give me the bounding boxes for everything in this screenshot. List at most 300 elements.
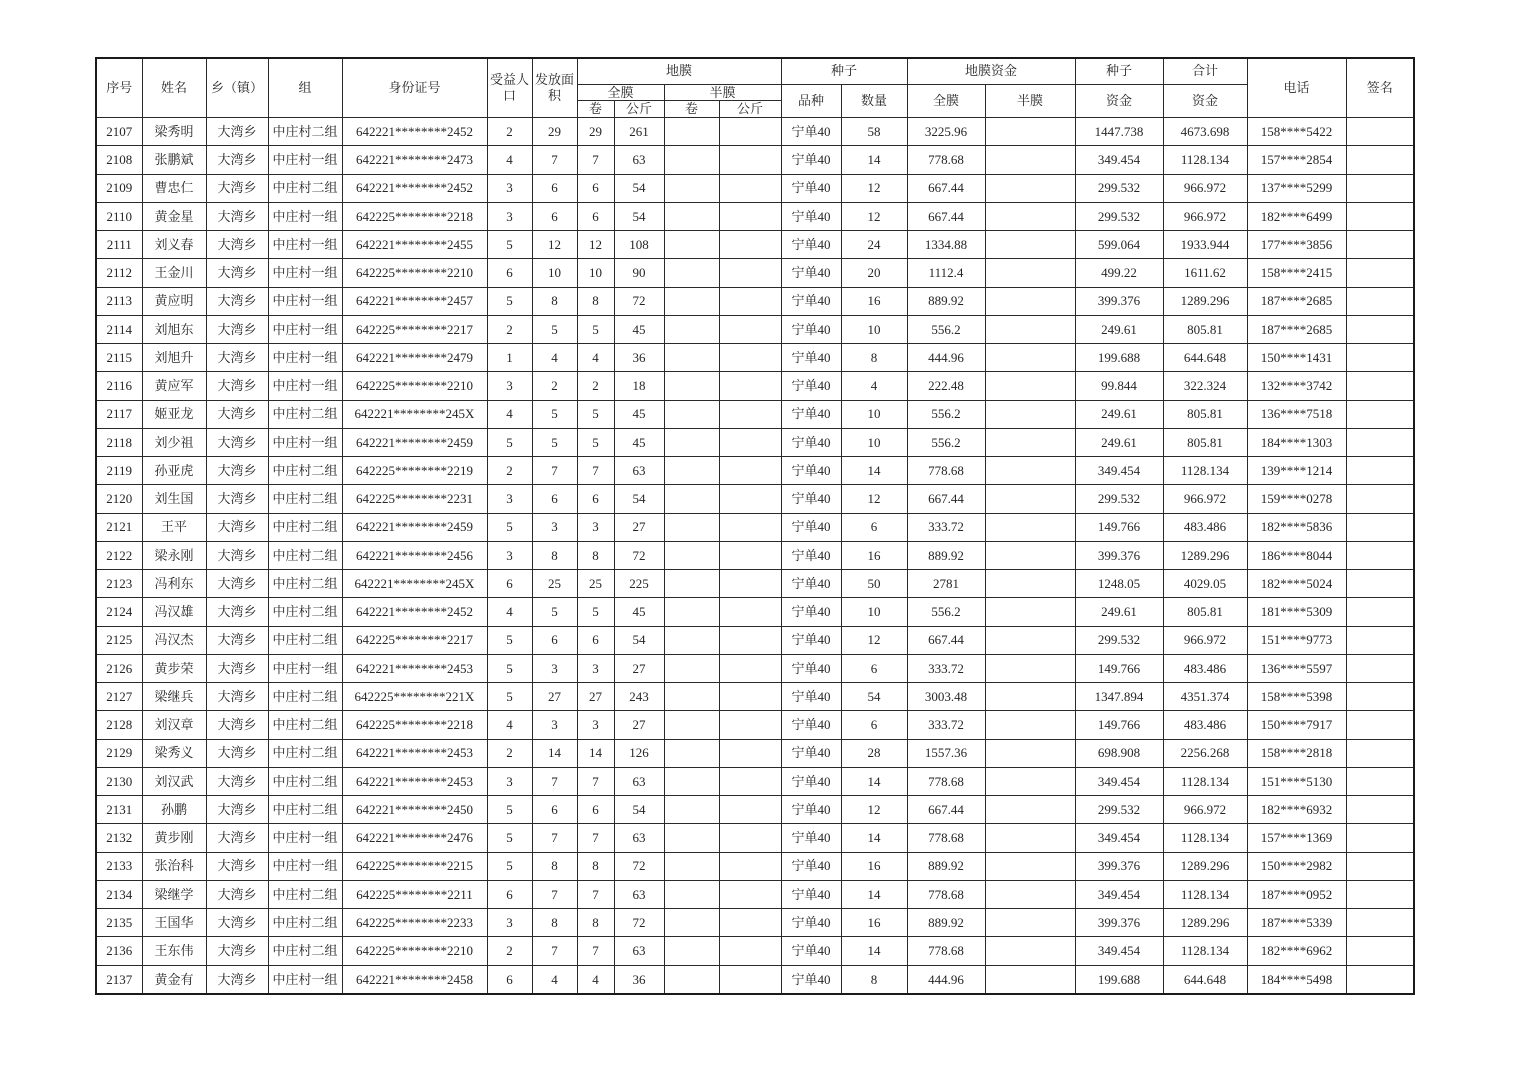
cell-id-number: 642221********2453 [342,654,487,682]
cell-group: 中庄村一组 [268,315,342,343]
table-row [96,937,1414,965]
cell-full-film-kg: 72 [614,287,664,315]
cell-name: 黄步荣 [142,654,206,682]
cell-full-film-kg: 63 [614,767,664,795]
cell-film-fund-half [985,824,1075,852]
col-header-serial: 序号 [96,58,142,118]
cell-full-film-rolls: 4 [577,965,614,994]
cell-township: 大湾乡 [206,824,268,852]
cell-beneficiary-population: 3 [487,909,532,937]
cell-film-fund-full: 778.68 [907,937,985,965]
cell-seed-quantity: 16 [841,541,907,569]
cell-half-film-kg [719,852,781,880]
cell-signature [1346,231,1414,259]
cell-name: 梁秀义 [142,739,206,767]
cell-full-film-kg: 63 [614,880,664,908]
cell-half-film-kg [719,344,781,372]
cell-half-film-rolls [664,683,719,711]
table-row [96,118,1414,146]
cell-total-fund: 1128.134 [1163,880,1247,908]
cell-distribution-area: 5 [532,400,577,428]
cell-phone: 158****5398 [1247,683,1346,711]
cell-half-film-rolls [664,570,719,598]
cell-seed-quantity: 58 [841,118,907,146]
cell-distribution-area: 8 [532,909,577,937]
cell-film-fund-full: 889.92 [907,852,985,880]
cell-id-number: 642221********2456 [342,541,487,569]
cell-distribution-area: 7 [532,937,577,965]
cell-phone: 181****5309 [1247,598,1346,626]
cell-seed-variety: 宁单40 [781,315,841,343]
cell-seed-variety: 宁单40 [781,541,841,569]
cell-seed-quantity: 14 [841,767,907,795]
cell-seed-fund: 199.688 [1075,344,1163,372]
cell-group: 中庄村一组 [268,287,342,315]
cell-seed-fund: 249.61 [1075,598,1163,626]
cell-film-fund-half [985,937,1075,965]
cell-film-fund-half [985,400,1075,428]
cell-seed-quantity: 10 [841,400,907,428]
cell-half-film-kg [719,796,781,824]
cell-township: 大湾乡 [206,344,268,372]
cell-film-fund-full: 556.2 [907,400,985,428]
cell-serial: 2124 [96,598,142,626]
cell-film-fund-half [985,315,1075,343]
cell-seed-fund: 149.766 [1075,711,1163,739]
cell-name: 梁继兵 [142,683,206,711]
cell-film-fund-full: 667.44 [907,202,985,230]
cell-full-film-rolls: 25 [577,570,614,598]
cell-total-fund: 1128.134 [1163,767,1247,795]
cell-serial: 2108 [96,146,142,174]
cell-full-film-kg: 36 [614,965,664,994]
cell-film-fund-full: 778.68 [907,146,985,174]
cell-seed-variety: 宁单40 [781,965,841,994]
cell-name: 刘生国 [142,485,206,513]
cell-beneficiary-population: 3 [487,541,532,569]
cell-full-film-rolls: 7 [577,937,614,965]
cell-beneficiary-population: 3 [487,174,532,202]
cell-half-film-rolls [664,880,719,908]
cell-id-number: 642225********2218 [342,711,487,739]
cell-phone: 159****0278 [1247,485,1346,513]
cell-total-fund: 1128.134 [1163,824,1247,852]
cell-seed-fund: 249.61 [1075,315,1163,343]
cell-township: 大湾乡 [206,909,268,937]
cell-signature [1346,513,1414,541]
cell-seed-variety: 宁单40 [781,711,841,739]
cell-phone: 187****2685 [1247,315,1346,343]
cell-seed-fund: 349.454 [1075,880,1163,908]
cell-seed-variety: 宁单40 [781,937,841,965]
table-row [96,767,1414,795]
cell-seed-variety: 宁单40 [781,372,841,400]
cell-full-film-rolls: 12 [577,231,614,259]
cell-total-fund: 1933.944 [1163,231,1247,259]
cell-half-film-rolls [664,739,719,767]
cell-township: 大湾乡 [206,174,268,202]
cell-seed-quantity: 16 [841,852,907,880]
cell-beneficiary-population: 4 [487,711,532,739]
cell-half-film-kg [719,485,781,513]
cell-serial: 2126 [96,654,142,682]
cell-id-number: 642221********2450 [342,796,487,824]
cell-film-fund-full: 667.44 [907,174,985,202]
cell-signature [1346,315,1414,343]
cell-id-number: 642225********2210 [342,937,487,965]
table-row [96,739,1414,767]
col-header-seed-quantity: 数量 [841,84,907,118]
cell-film-fund-half [985,626,1075,654]
cell-signature [1346,598,1414,626]
cell-township: 大湾乡 [206,739,268,767]
cell-full-film-rolls: 3 [577,711,614,739]
col-header-half-film-kg: 公斤 [719,101,781,118]
cell-seed-quantity: 12 [841,174,907,202]
cell-seed-quantity: 16 [841,909,907,937]
cell-serial: 2135 [96,909,142,937]
cell-full-film-rolls: 8 [577,909,614,937]
table-row [96,824,1414,852]
cell-seed-variety: 宁单40 [781,287,841,315]
cell-phone: 157****1369 [1247,824,1346,852]
cell-distribution-area: 6 [532,174,577,202]
cell-serial: 2120 [96,485,142,513]
cell-name: 梁永刚 [142,541,206,569]
cell-distribution-area: 4 [532,965,577,994]
cell-signature [1346,796,1414,824]
col-header-fund-full-film: 全膜 [907,84,985,118]
cell-half-film-rolls [664,541,719,569]
cell-film-fund-full: 2781 [907,570,985,598]
cell-group: 中庄村一组 [268,202,342,230]
cell-full-film-kg: 72 [614,909,664,937]
cell-seed-variety: 宁单40 [781,485,841,513]
cell-film-fund-full: 556.2 [907,428,985,456]
cell-full-film-kg: 45 [614,428,664,456]
cell-group: 中庄村二组 [268,739,342,767]
cell-id-number: 642221********2452 [342,118,487,146]
cell-township: 大湾乡 [206,287,268,315]
cell-film-fund-half [985,796,1075,824]
cell-total-fund: 1289.296 [1163,287,1247,315]
cell-beneficiary-population: 4 [487,598,532,626]
cell-full-film-rolls: 6 [577,796,614,824]
cell-half-film-rolls [664,372,719,400]
cell-seed-quantity: 12 [841,485,907,513]
cell-seed-quantity: 12 [841,796,907,824]
cell-distribution-area: 27 [532,683,577,711]
cell-film-fund-full: 667.44 [907,485,985,513]
cell-beneficiary-population: 2 [487,457,532,485]
cell-seed-variety: 宁单40 [781,767,841,795]
cell-name: 张治科 [142,852,206,880]
cell-beneficiary-population: 4 [487,146,532,174]
cell-signature [1346,937,1414,965]
cell-name: 王金川 [142,259,206,287]
cell-half-film-kg [719,909,781,937]
cell-film-fund-full: 333.72 [907,654,985,682]
cell-full-film-rolls: 7 [577,146,614,174]
cell-total-fund: 2256.268 [1163,739,1247,767]
cell-beneficiary-population: 3 [487,767,532,795]
cell-seed-fund: 349.454 [1075,937,1163,965]
cell-film-fund-half [985,965,1075,994]
cell-serial: 2107 [96,118,142,146]
cell-full-film-kg: 72 [614,852,664,880]
cell-group: 中庄村一组 [268,824,342,852]
cell-full-film-kg: 27 [614,513,664,541]
cell-seed-fund: 399.376 [1075,287,1163,315]
cell-film-fund-half [985,909,1075,937]
cell-serial: 2110 [96,202,142,230]
cell-half-film-rolls [664,767,719,795]
cell-name: 王东伟 [142,937,206,965]
cell-name: 姬亚龙 [142,400,206,428]
cell-seed-fund: 99.844 [1075,372,1163,400]
cell-half-film-rolls [664,174,719,202]
cell-beneficiary-population: 3 [487,485,532,513]
cell-township: 大湾乡 [206,683,268,711]
cell-seed-quantity: 12 [841,626,907,654]
cell-half-film-rolls [664,202,719,230]
cell-half-film-kg [719,965,781,994]
cell-beneficiary-population: 5 [487,654,532,682]
cell-name: 梁秀明 [142,118,206,146]
cell-distribution-area: 8 [532,287,577,315]
cell-seed-variety: 宁单40 [781,231,841,259]
cell-half-film-rolls [664,231,719,259]
cell-seed-variety: 宁单40 [781,796,841,824]
table-row [96,344,1414,372]
cell-half-film-rolls [664,315,719,343]
cell-seed-quantity: 10 [841,598,907,626]
cell-seed-variety: 宁单40 [781,428,841,456]
cell-full-film-kg: 45 [614,598,664,626]
cell-signature [1346,654,1414,682]
table-row [96,852,1414,880]
cell-serial: 2130 [96,767,142,795]
cell-full-film-kg: 108 [614,231,664,259]
cell-full-film-rolls: 7 [577,880,614,908]
cell-film-fund-full: 1334.88 [907,231,985,259]
cell-seed-fund: 399.376 [1075,541,1163,569]
cell-half-film-kg [719,372,781,400]
cell-half-film-kg [719,937,781,965]
cell-signature [1346,739,1414,767]
cell-group: 中庄村二组 [268,767,342,795]
cell-distribution-area: 6 [532,485,577,513]
table-row [96,654,1414,682]
cell-id-number: 642225********2217 [342,315,487,343]
cell-signature [1346,202,1414,230]
cell-seed-fund: 1347.894 [1075,683,1163,711]
table-row [96,428,1414,456]
cell-seed-variety: 宁单40 [781,202,841,230]
cell-group: 中庄村二组 [268,513,342,541]
scanned-subsidy-roster-sheet [95,57,1415,995]
cell-film-fund-half [985,654,1075,682]
cell-id-number: 642225********2210 [342,372,487,400]
cell-film-fund-full: 778.68 [907,824,985,852]
cell-full-film-rolls: 6 [577,202,614,230]
cell-film-fund-full: 889.92 [907,909,985,937]
cell-phone: 187****2685 [1247,287,1346,315]
cell-half-film-rolls [664,654,719,682]
cell-group: 中庄村一组 [268,428,342,456]
cell-total-fund: 644.648 [1163,344,1247,372]
cell-total-fund: 966.972 [1163,485,1247,513]
cell-beneficiary-population: 2 [487,315,532,343]
cell-id-number: 642221********245X [342,570,487,598]
cell-distribution-area: 3 [532,711,577,739]
cell-seed-quantity: 28 [841,739,907,767]
cell-full-film-rolls: 3 [577,513,614,541]
cell-name: 冯汉杰 [142,626,206,654]
cell-film-fund-full: 333.72 [907,711,985,739]
cell-film-fund-half [985,541,1075,569]
cell-half-film-kg [719,513,781,541]
cell-half-film-rolls [664,598,719,626]
cell-distribution-area: 25 [532,570,577,598]
cell-serial: 2134 [96,880,142,908]
cell-film-fund-half [985,457,1075,485]
cell-half-film-kg [719,146,781,174]
cell-film-fund-half [985,570,1075,598]
cell-id-number: 642225********2210 [342,259,487,287]
cell-film-fund-full: 556.2 [907,315,985,343]
cell-half-film-kg [719,428,781,456]
cell-half-film-kg [719,231,781,259]
col-header-seed-variety: 品种 [781,84,841,118]
cell-serial: 2123 [96,570,142,598]
cell-group: 中庄村二组 [268,796,342,824]
cell-distribution-area: 8 [532,541,577,569]
cell-full-film-kg: 63 [614,146,664,174]
table-header [96,58,1414,118]
col-header-full-film-rolls: 卷 [577,101,614,118]
cell-signature [1346,626,1414,654]
cell-id-number: 642221********2473 [342,146,487,174]
cell-beneficiary-population: 3 [487,372,532,400]
cell-id-number: 642221********2453 [342,767,487,795]
cell-seed-quantity: 8 [841,344,907,372]
cell-seed-variety: 宁单40 [781,513,841,541]
cell-group: 中庄村一组 [268,372,342,400]
cell-film-fund-full: 778.68 [907,880,985,908]
cell-signature [1346,428,1414,456]
cell-beneficiary-population: 5 [487,287,532,315]
cell-half-film-rolls [664,287,719,315]
cell-full-film-rolls: 7 [577,767,614,795]
cell-seed-quantity: 14 [841,824,907,852]
cell-seed-variety: 宁单40 [781,852,841,880]
cell-seed-quantity: 16 [841,287,907,315]
cell-township: 大湾乡 [206,513,268,541]
cell-distribution-area: 29 [532,118,577,146]
cell-half-film-kg [719,118,781,146]
cell-half-film-kg [719,315,781,343]
cell-signature [1346,541,1414,569]
cell-serial: 2133 [96,852,142,880]
cell-film-fund-full: 444.96 [907,965,985,994]
cell-seed-quantity: 20 [841,259,907,287]
cell-film-fund-full: 556.2 [907,598,985,626]
cell-group: 中庄村二组 [268,400,342,428]
cell-name: 刘汉章 [142,711,206,739]
cell-id-number: 642221********2459 [342,428,487,456]
cell-total-fund: 4029.05 [1163,570,1247,598]
cell-full-film-rolls: 6 [577,485,614,513]
cell-seed-fund: 349.454 [1075,146,1163,174]
col-header-seed-fund-top: 种子 [1075,58,1163,84]
cell-full-film-rolls: 6 [577,626,614,654]
cell-film-fund-full: 889.92 [907,541,985,569]
cell-film-fund-half [985,174,1075,202]
cell-distribution-area: 12 [532,231,577,259]
cell-full-film-kg: 27 [614,654,664,682]
cell-half-film-kg [719,259,781,287]
cell-distribution-area: 4 [532,344,577,372]
cell-seed-fund: 399.376 [1075,909,1163,937]
cell-half-film-rolls [664,909,719,937]
cell-full-film-rolls: 7 [577,824,614,852]
cell-phone: 184****5498 [1247,965,1346,994]
cell-full-film-rolls: 5 [577,598,614,626]
cell-total-fund: 1128.134 [1163,146,1247,174]
cell-full-film-kg: 54 [614,202,664,230]
cell-half-film-kg [719,654,781,682]
cell-group: 中庄村二组 [268,485,342,513]
cell-half-film-kg [719,541,781,569]
cell-phone: 136****7518 [1247,400,1346,428]
cell-id-number: 642225********2219 [342,457,487,485]
cell-seed-variety: 宁单40 [781,683,841,711]
cell-township: 大湾乡 [206,937,268,965]
cell-id-number: 642221********245X [342,400,487,428]
cell-seed-variety: 宁单40 [781,146,841,174]
cell-seed-quantity: 4 [841,372,907,400]
cell-id-number: 642221********2479 [342,344,487,372]
cell-township: 大湾乡 [206,598,268,626]
cell-seed-variety: 宁单40 [781,174,841,202]
cell-distribution-area: 3 [532,513,577,541]
table-row [96,202,1414,230]
cell-film-fund-half [985,485,1075,513]
cell-serial: 2119 [96,457,142,485]
cell-beneficiary-population: 5 [487,852,532,880]
cell-beneficiary-population: 5 [487,428,532,456]
cell-distribution-area: 5 [532,315,577,343]
table-row [96,541,1414,569]
cell-seed-variety: 宁单40 [781,598,841,626]
cell-name: 孙亚虎 [142,457,206,485]
cell-seed-fund: 1447.738 [1075,118,1163,146]
cell-seed-variety: 宁单40 [781,259,841,287]
table-row [96,796,1414,824]
cell-name: 黄金星 [142,202,206,230]
cell-half-film-kg [719,739,781,767]
cell-half-film-kg [719,457,781,485]
col-header-total-fund-top: 合计 [1163,58,1247,84]
cell-group: 中庄村二组 [268,570,342,598]
cell-seed-quantity: 54 [841,683,907,711]
cell-full-film-kg: 54 [614,626,664,654]
cell-distribution-area: 6 [532,796,577,824]
cell-serial: 2127 [96,683,142,711]
cell-township: 大湾乡 [206,654,268,682]
col-group-header-film: 地膜 [577,58,781,84]
